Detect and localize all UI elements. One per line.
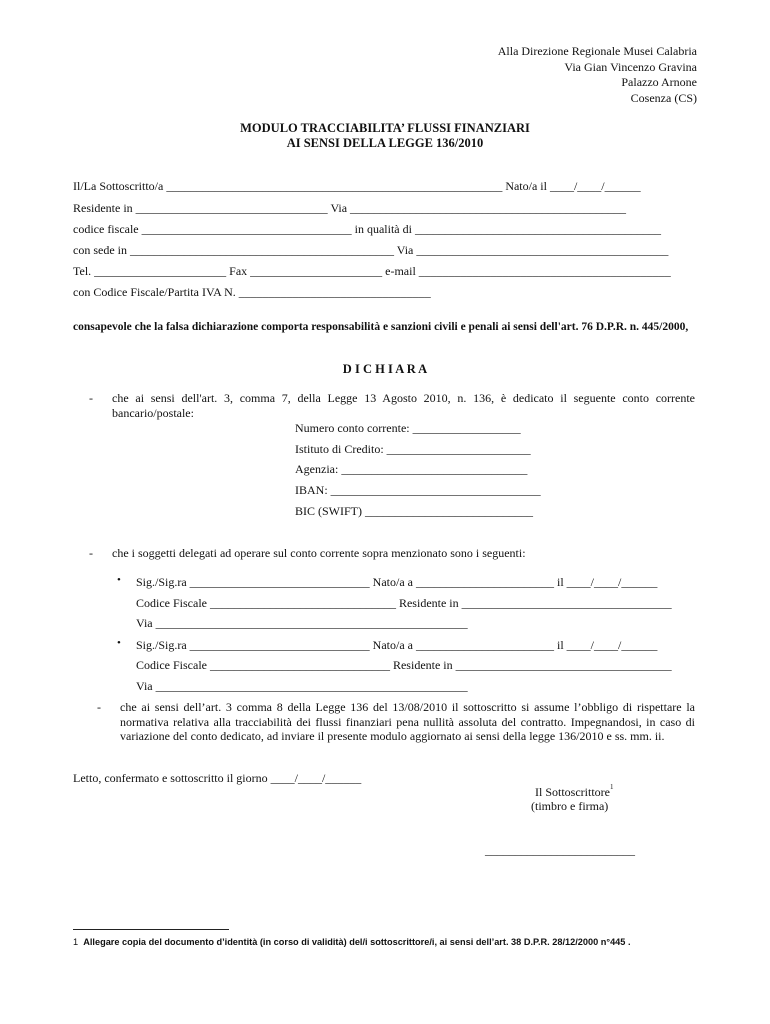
field-partita-iva[interactable]: con Codice Fiscale/Partita IVA N. ________________________________ xyxy=(73,285,431,299)
item-2-dash: - xyxy=(89,546,93,560)
item-3-dash: - xyxy=(97,700,101,714)
item-1-text: che ai sensi dell'art. 3, comma 7, della Legge 13 Agosto 2010, n. 136, è dedicato il seguente conto corrente bancario/postale: xyxy=(112,391,695,420)
footnote-divider xyxy=(73,929,229,930)
item-2-text: che i soggetti delegati ad operare sul conto corrente sopra menzionato sono i seguenti: xyxy=(112,546,526,560)
field-bic[interactable]: BIC (SWIFT) ____________________________ xyxy=(295,504,533,518)
signature-sub: (timbro e firma) xyxy=(531,799,609,813)
footnote-text: Allegare copia del documento d’identità (in corso di validità) del/i sottoscrittore/i, ai sensi dell’art. 38 D.P.R. 28/12/2000 n°445 . xyxy=(83,937,631,947)
recipient-address xyxy=(498,44,697,106)
field-agenzia[interactable]: Agenzia: _______________________________ xyxy=(295,462,528,476)
item-3-text: che ai sensi dell’art. 3 comma 8 della Legge 136 del 13/08/2010 il sottoscritto si assume l’obbligo di rispettare la normativa relativa alla tracciabilità dei flussi finanziari pena nullità assoluta del contratto. Impegnandosi, in caso di variazione del conto dedicato, ad inviare il presente modulo aggiornato ai sensi della legge 136/2010 e ss. mm. ii. xyxy=(120,700,695,743)
dichiara-heading: D I C H I A R A xyxy=(342,362,428,376)
delegate-1-bullet: • xyxy=(117,574,121,586)
field-delegate-2-sig[interactable]: Sig./Sig.ra ______________________________ Nato/a a _______________________ il ____/____/______ xyxy=(136,638,658,652)
field-delegate-2-cf[interactable]: Codice Fiscale ______________________________ Residente in ____________________________________ xyxy=(136,658,672,672)
footnote-ref: 1 xyxy=(610,783,614,791)
footnote xyxy=(73,937,631,947)
field-delegate-2-via[interactable]: Via ____________________________________________________ xyxy=(136,679,468,693)
field-delegate-1-cf[interactable]: Codice Fiscale _______________________________ Residente in ___________________________________ xyxy=(136,596,672,610)
signature-label xyxy=(535,785,614,800)
address-line-1: Alla Direzione Regionale Musei Calabria xyxy=(497,44,697,58)
field-contatti[interactable]: Tel. ______________________ Fax ______________________ e-mail __________________________________________ xyxy=(73,264,671,278)
field-delegate-1-via[interactable]: Via ____________________________________________________ xyxy=(136,616,468,630)
field-sottoscritto[interactable]: Il/La Sottoscritto/a ________________________________________________________ Nato/a il ____/____/______ xyxy=(73,179,641,193)
address-line-4: Cosenza (CS) xyxy=(630,90,697,105)
address-line-2: Via Gian Vincenzo Gravina xyxy=(564,59,697,74)
field-codice-fiscale[interactable]: codice fiscale ___________________________________ in qualità di _________________________________________ xyxy=(73,222,661,236)
field-residente[interactable]: Residente in ________________________________ Via ______________________________________________ xyxy=(73,201,627,215)
delegate-2-bullet: • xyxy=(117,637,121,649)
field-numero-conto[interactable]: Numero conto corrente: __________________ xyxy=(295,421,521,435)
document-title-line-1: MODULO TRACCIABILITA’ FLUSSI FINANZIARI xyxy=(240,121,530,135)
field-istituto-credito[interactable]: Istituto di Credito: ________________________ xyxy=(295,442,531,456)
footnote-number: 1 xyxy=(73,937,79,947)
field-delegate-1-sig[interactable]: Sig./Sig.ra ______________________________ Nato/a a _______________________ il ____/____/______ xyxy=(136,575,658,589)
signature-line[interactable]: _________________________ xyxy=(485,843,635,857)
field-iban[interactable]: IBAN: ___________________________________ xyxy=(295,483,541,497)
consapevole-statement: consapevole che la falsa dichiarazione comporta responsabilità e sanzioni civili e penali ai sensi dell'art. 76 D.P.R. n. 445/2000, xyxy=(73,321,689,333)
signature-label-text: Il Sottoscrittore xyxy=(535,785,610,799)
field-sede[interactable]: con sede in ____________________________________________ Via __________________________________________ xyxy=(73,243,669,257)
item-1-dash: - xyxy=(89,391,93,405)
document-title-line-2: AI SENSI DELLA LEGGE 136/2010 xyxy=(286,136,484,150)
field-data-sottoscrizione[interactable]: Letto, confermato e sottoscritto il giorno ____/____/______ xyxy=(73,771,362,785)
address-line-3: Palazzo Arnone xyxy=(621,75,697,89)
